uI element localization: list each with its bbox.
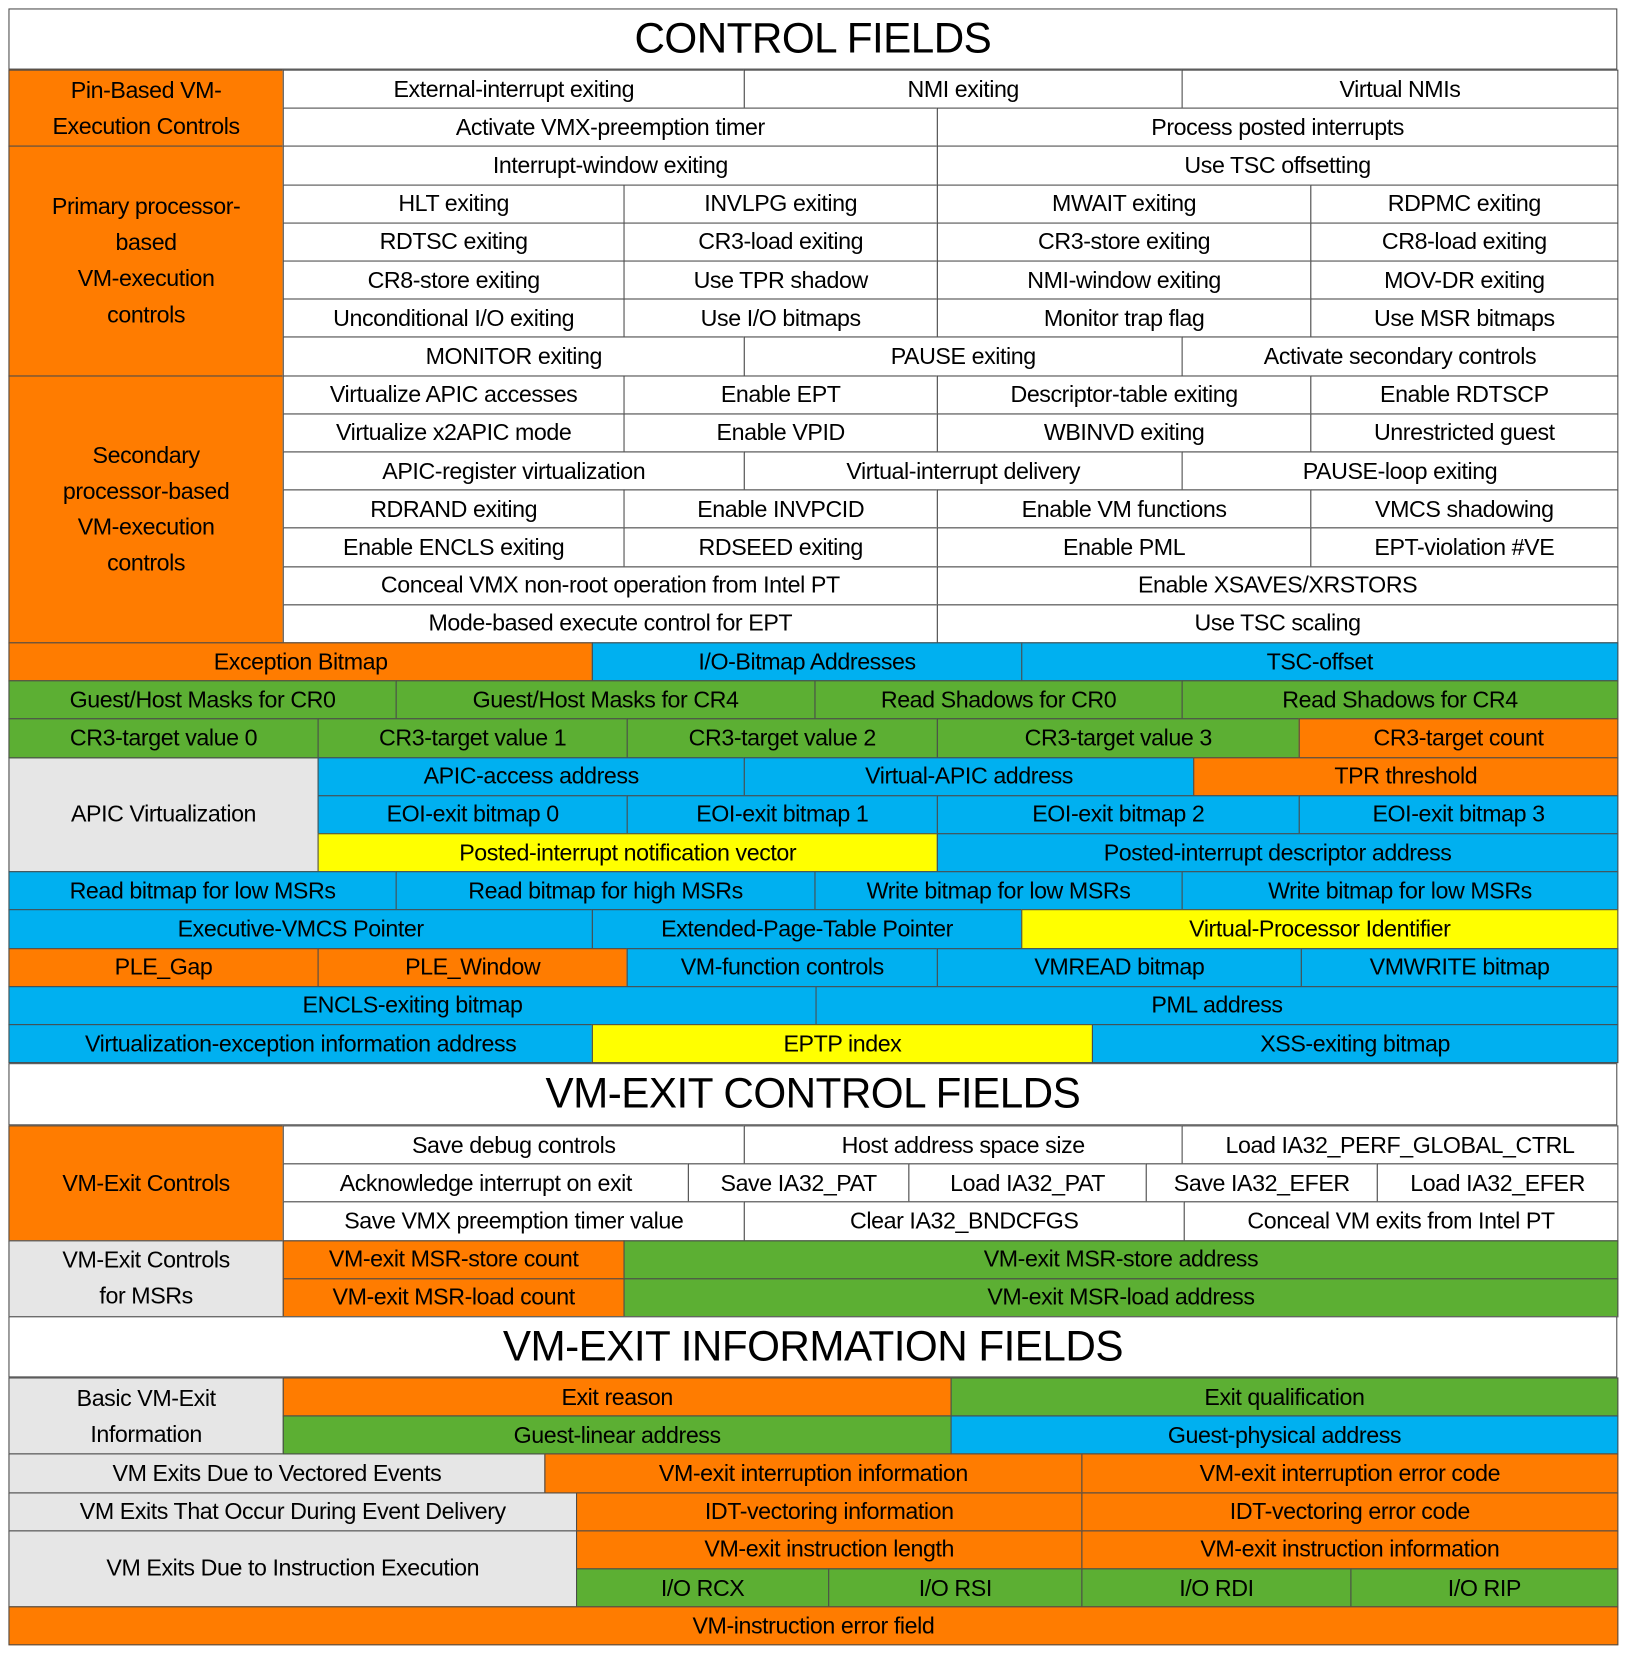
control-field-cell: CR3-load exiting	[624, 222, 938, 261]
control-field-cell: Read Shadows for CR0	[814, 680, 1182, 719]
control-field-cell: NMI-window exiting	[937, 261, 1312, 300]
control-field-cell: Enable XSAVES/XRSTORS	[937, 566, 1619, 605]
control-field-cell: Virtual-interrupt delivery	[744, 451, 1183, 490]
exit-group-label: VM-Exit Controls for MSRs	[8, 1240, 283, 1317]
control-field-cell: Posted-interrupt notification vector	[318, 833, 938, 872]
control-field-cell: Exception Bitmap	[8, 642, 592, 681]
control-field-cell: MWAIT exiting	[937, 184, 1312, 223]
control-field-cell: ENCLS-exiting bitmap	[8, 986, 816, 1025]
control-group-label: Primary processor- based VM-execution controls	[8, 146, 283, 376]
exit-field-cell: Load IA32_EFER	[1377, 1164, 1619, 1203]
control-group-label: APIC Virtualization	[8, 757, 318, 873]
info-field-cell: IDT-vectoring information	[576, 1492, 1082, 1531]
control-field-cell: Activate secondary controls	[1182, 337, 1619, 376]
exit-field-cell: Save debug controls	[283, 1125, 745, 1164]
control-field-cell: Mode-based execute control for EPT	[283, 604, 938, 643]
exit-field-cell: VM-exit MSR-store count	[283, 1240, 625, 1279]
info-field-cell: VM-exit instruction length	[576, 1530, 1082, 1569]
control-field-cell: Enable ENCLS exiting	[283, 528, 625, 567]
control-field-cell: EOI-exit bitmap 3	[1299, 795, 1619, 834]
control-field-cell: VMWRITE bitmap	[1301, 948, 1619, 987]
control-field-cell: RDRAND exiting	[283, 490, 625, 529]
control-field-cell: Use I/O bitmaps	[624, 299, 938, 338]
control-field-cell: CR8-store exiting	[283, 261, 625, 300]
control-field-cell: MONITOR exiting	[283, 337, 745, 376]
control-field-cell: EOI-exit bitmap 2	[937, 795, 1300, 834]
exit-field-cell: Save IA32_PAT	[688, 1164, 910, 1203]
control-field-cell: CR3-target value 3	[937, 719, 1300, 758]
control-field-cell: Guest/Host Masks for CR0	[8, 680, 396, 719]
control-field-cell: INVLPG exiting	[624, 184, 938, 223]
control-field-cell: Posted-interrupt descriptor address	[937, 833, 1619, 872]
control-field-cell: WBINVD exiting	[937, 413, 1312, 452]
control-field-cell: EPTP index	[592, 1024, 1093, 1063]
control-field-cell: CR3-store exiting	[937, 222, 1312, 261]
control-field-cell: PLE_Gap	[8, 948, 318, 987]
control-field-cell: EPT-violation #VE	[1310, 528, 1618, 567]
info-field-cell: Exit qualification	[951, 1377, 1619, 1416]
control-field-cell: Use TSC scaling	[937, 604, 1619, 643]
exit-group-label: VM-Exit Controls	[8, 1125, 283, 1241]
control-field-cell: RDPMC exiting	[1310, 184, 1618, 223]
control-section-title: CONTROL FIELDS	[8, 8, 1617, 69]
control-field-cell: Descriptor-table exiting	[937, 375, 1312, 414]
control-field-cell: Enable PML	[937, 528, 1312, 567]
info-group-label: VM Exits That Occur During Event Delivery	[8, 1492, 577, 1531]
exit-field-cell: Conceal VM exits from Intel PT	[1184, 1202, 1619, 1241]
control-field-cell: Write bitmap for low MSRs	[814, 871, 1182, 910]
exit-field-cell: VM-exit MSR-store address	[624, 1240, 1619, 1279]
info-field-cell: Guest-linear address	[283, 1416, 952, 1455]
exit-section-title: VM-EXIT CONTROL FIELDS	[8, 1063, 1617, 1125]
control-field-cell: Use MSR bitmaps	[1310, 299, 1618, 338]
control-field-cell: PLE_Window	[318, 948, 628, 987]
info-field-cell: VM-exit instruction information	[1081, 1530, 1618, 1569]
control-field-cell: Virtual-APIC address	[744, 757, 1194, 796]
control-field-cell: Virtualize x2APIC mode	[283, 413, 625, 452]
control-field-cell: TSC-offset	[1021, 642, 1618, 681]
info-field-cell: I/O RIP	[1350, 1568, 1618, 1607]
control-field-cell: EOI-exit bitmap 0	[318, 795, 628, 834]
control-field-cell: Use TPR shadow	[624, 261, 938, 300]
exit-field-cell: Acknowledge interrupt on exit	[283, 1164, 689, 1203]
control-field-cell: CR8-load exiting	[1310, 222, 1618, 261]
control-field-cell: Enable VM functions	[937, 490, 1312, 529]
control-field-cell: RDSEED exiting	[624, 528, 938, 567]
control-field-cell: Virtual NMIs	[1182, 70, 1619, 109]
control-field-cell: Guest/Host Masks for CR4	[396, 680, 816, 719]
control-field-cell: Monitor trap flag	[937, 299, 1312, 338]
info-field-cell: I/O RCX	[576, 1568, 829, 1607]
control-field-cell: Interrupt-window exiting	[283, 146, 938, 185]
info-field-cell: Exit reason	[283, 1377, 952, 1416]
control-field-cell: RDTSC exiting	[283, 222, 625, 261]
control-field-cell: External-interrupt exiting	[283, 70, 745, 109]
exit-field-cell: VM-exit MSR-load address	[624, 1278, 1619, 1317]
control-field-cell: MOV-DR exiting	[1310, 261, 1618, 300]
control-field-cell: APIC-access address	[318, 757, 745, 796]
control-field-cell: Read Shadows for CR4	[1182, 680, 1619, 719]
info-field-cell: Guest-physical address	[951, 1416, 1619, 1455]
control-field-cell: Enable INVPCID	[624, 490, 938, 529]
info-field-cell: VM-exit interruption error code	[1081, 1454, 1618, 1493]
control-field-cell: PAUSE exiting	[744, 337, 1183, 376]
control-field-cell: CR3-target value 2	[627, 719, 938, 758]
control-group-label: Secondary processor-based VM-execution controls	[8, 375, 283, 643]
control-field-cell: I/O-Bitmap Addresses	[592, 642, 1022, 681]
control-field-cell: Write bitmap for low MSRs	[1182, 871, 1619, 910]
exit-field-cell: Save IA32_EFER	[1146, 1164, 1378, 1203]
exit-field-cell: Save VMX preemption timer value	[283, 1202, 745, 1241]
info-group-label: Basic VM-Exit Information	[8, 1377, 283, 1454]
control-field-cell: XSS-exiting bitmap	[1092, 1024, 1618, 1063]
control-field-cell: Use TSC offsetting	[937, 146, 1619, 185]
control-field-cell: Enable EPT	[624, 375, 938, 414]
info-field-cell: I/O RDI	[1081, 1568, 1351, 1607]
exit-field-cell: Load IA32_PAT	[908, 1164, 1146, 1203]
control-field-cell: Conceal VMX non-root operation from Intel PT	[283, 566, 938, 605]
control-field-cell: Process posted interrupts	[937, 108, 1619, 147]
info-field-cell: VM-exit interruption information	[544, 1454, 1082, 1493]
control-field-cell: HLT exiting	[283, 184, 625, 223]
control-field-cell: CR3-target value 0	[8, 719, 318, 758]
control-field-cell: Enable VPID	[624, 413, 938, 452]
control-field-cell: CR3-target value 1	[318, 719, 628, 758]
info-field-cell: VM-instruction error field	[8, 1607, 1618, 1646]
exit-field-cell: Load IA32_PERF_GLOBAL_CTRL	[1182, 1125, 1619, 1164]
info-field-cell: I/O RSI	[828, 1568, 1082, 1607]
control-field-cell: Unconditional I/O exiting	[283, 299, 625, 338]
info-group-label: VM Exits Due to Instruction Execution	[8, 1530, 577, 1607]
control-field-cell: Extended-Page-Table Pointer	[592, 910, 1022, 949]
control-field-cell: VM-function controls	[627, 948, 938, 987]
exit-field-cell: Host address space size	[744, 1125, 1183, 1164]
exit-field-cell: VM-exit MSR-load count	[283, 1278, 625, 1317]
control-field-cell: Unrestricted guest	[1310, 413, 1618, 452]
control-field-cell: Virtual-Processor Identifier	[1021, 910, 1618, 949]
control-field-cell: Activate VMX-preemption timer	[283, 108, 938, 147]
info-field-cell: IDT-vectoring error code	[1081, 1492, 1618, 1531]
control-field-cell: NMI exiting	[744, 70, 1183, 109]
control-group-label: Pin-Based VM- Execution Controls	[8, 70, 283, 147]
info-section-title: VM-EXIT INFORMATION FIELDS	[8, 1316, 1617, 1377]
control-field-cell: Read bitmap for low MSRs	[8, 871, 396, 910]
control-field-cell: Virtualize APIC accesses	[283, 375, 625, 414]
control-field-cell: TPR threshold	[1193, 757, 1618, 796]
control-field-cell: Executive-VMCS Pointer	[8, 910, 592, 949]
control-field-cell: Virtualization-exception information address	[8, 1024, 592, 1063]
control-field-cell: Enable RDTSCP	[1310, 375, 1618, 414]
info-group-label: VM Exits Due to Vectored Events	[8, 1454, 545, 1493]
control-field-cell: Read bitmap for high MSRs	[396, 871, 816, 910]
control-field-cell: VMCS shadowing	[1310, 490, 1618, 529]
control-field-cell: PML address	[816, 986, 1619, 1025]
control-field-cell: VMREAD bitmap	[937, 948, 1302, 987]
exit-field-cell: Clear IA32_BNDCFGS	[744, 1202, 1185, 1241]
control-field-cell: PAUSE-loop exiting	[1182, 451, 1619, 490]
control-field-cell: APIC-register virtualization	[283, 451, 745, 490]
control-field-cell: EOI-exit bitmap 1	[627, 795, 938, 834]
control-field-cell: CR3-target count	[1299, 719, 1619, 758]
